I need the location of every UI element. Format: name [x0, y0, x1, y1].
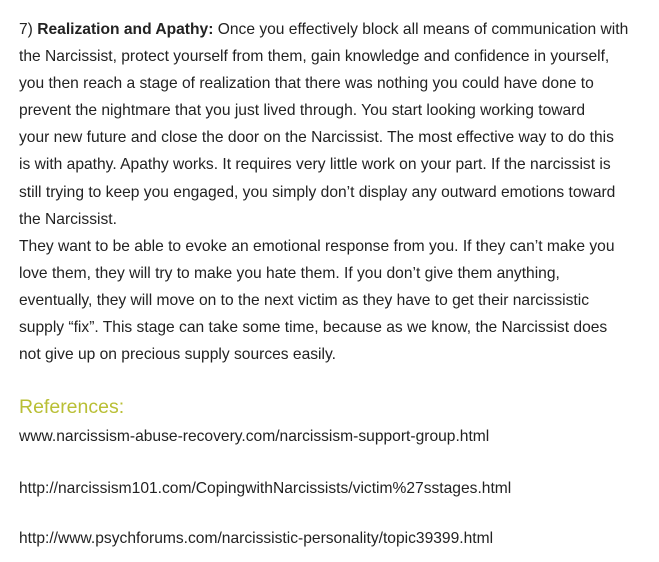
reference-link-2[interactable]: http://narcissism101.com/CopingwithNarcissists/victim%27sstages.html [19, 480, 512, 497]
paragraph-line: love them, they will try to make you hate them. If you don’t give them anything, [19, 264, 560, 282]
paragraph-line [19, 16, 659, 43]
article-body [19, 16, 659, 368]
paragraph-line: not give up on precious supply sources easily. [19, 346, 336, 364]
paragraph-realization [19, 16, 659, 233]
references-title: References: [19, 396, 125, 418]
paragraph-evoke [19, 233, 659, 368]
reference-link-1[interactable]: www.narcissism-abuse-recovery.com/narcissism-support-group.html [19, 428, 490, 445]
section-heading: Realization and Apathy: [37, 21, 214, 38]
paragraph-text: Once you effectively block all means of communication with [217, 21, 629, 38]
reference-link-3[interactable]: http://www.psychforums.com/narcissistic-personality/topic39399.html [19, 530, 494, 547]
paragraph-line: They want to be able to evoke an emotional response from you. If they can’t make you [19, 237, 615, 255]
paragraph-line: eventually, they will move on to the next victim as they have to get their narcissistic [19, 291, 590, 309]
paragraph-line: is with apathy. Apathy works. It requires very little work on your part. If the narcissist is [19, 156, 611, 174]
section-number: 7) [19, 21, 33, 38]
paragraph-line: supply “fix”. This stage can take some time, because as we know, the Narcissist does [19, 319, 608, 337]
paragraph-line: still trying to keep you engaged, you simply don’t display any outward emotions toward [19, 183, 616, 201]
paragraph-line: prevent the nightmare that you just lived through. You start looking working toward [19, 102, 586, 120]
paragraph-line: the Narcissist. [19, 210, 117, 228]
paragraph-line: your new future and close the door on the Narcissist. The most effective way to do this [19, 129, 614, 147]
paragraph-line: the Narcissist, protect yourself from them, gain knowledge and confidence in yourself, [19, 48, 610, 66]
paragraph-line: you then reach a stage of realization that there was nothing you could have done to [19, 75, 594, 93]
